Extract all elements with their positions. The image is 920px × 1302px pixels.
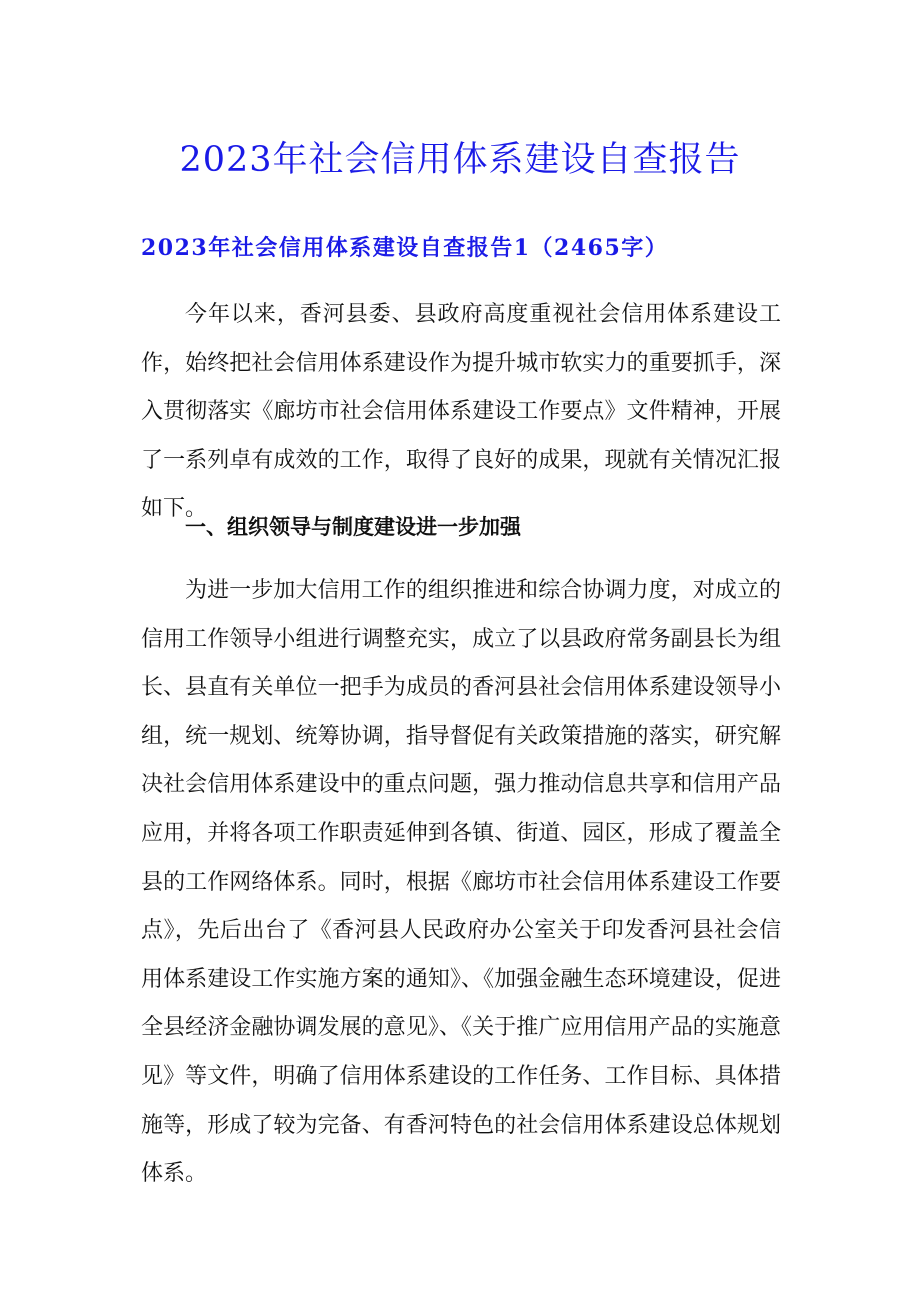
intro-paragraph: 今年以来，香河县委、县政府高度重视社会信用体系建设工作，始终把社会信用体系建设作为提升城市软实力的重要抓手，深入贯彻落实《廊坊市社会信用体系建设工作要点》文件精神，开展了一系列卓有成效的工作，取得了良好的成果，现就有关情况汇报如下。 (141, 302, 781, 522)
document-title: 2023年社会信用体系建设自查报告 (179, 140, 741, 180)
section-title: 2023年社会信用体系建设自查报告1（2465字） (141, 235, 669, 261)
body-paragraph: 为进一步加大信用工作的组织推进和综合协调力度，对成立的信用工作领导小组进行调整充实，成立了以县政府常务副县长为组长、县直有关单位一把手为成员的香河县社会信用体系建设领导小组，统一规划、统筹协调，指导督促有关政策措施的落实，研究解决社会信用体系建设中的重点问题，强力推动信息共享和信用产品应用，并将各项工作职责延伸到各镇、街道、园区，形成了覆盖全县的工作网络体系。同时，根据《廊坊市社会信用体系建设工作要点》，先后出台了《香河县人民政府办公室关于印发香河县社会信用体系建设工作实施方案的通知》、《加强金融生态环境建设，促进全县经济金融协调发展的意见》、《关于推广应用信用产品的实施意见》等文件，明确了信用体系建设的工作任务、工作目标、具体措施等，形成了较为完备、有香河特色的社会信用体系建设总体规划体系。 (141, 578, 781, 1187)
subheading-organization: 一、组织领导与制度建设进一步加强 (185, 514, 521, 539)
